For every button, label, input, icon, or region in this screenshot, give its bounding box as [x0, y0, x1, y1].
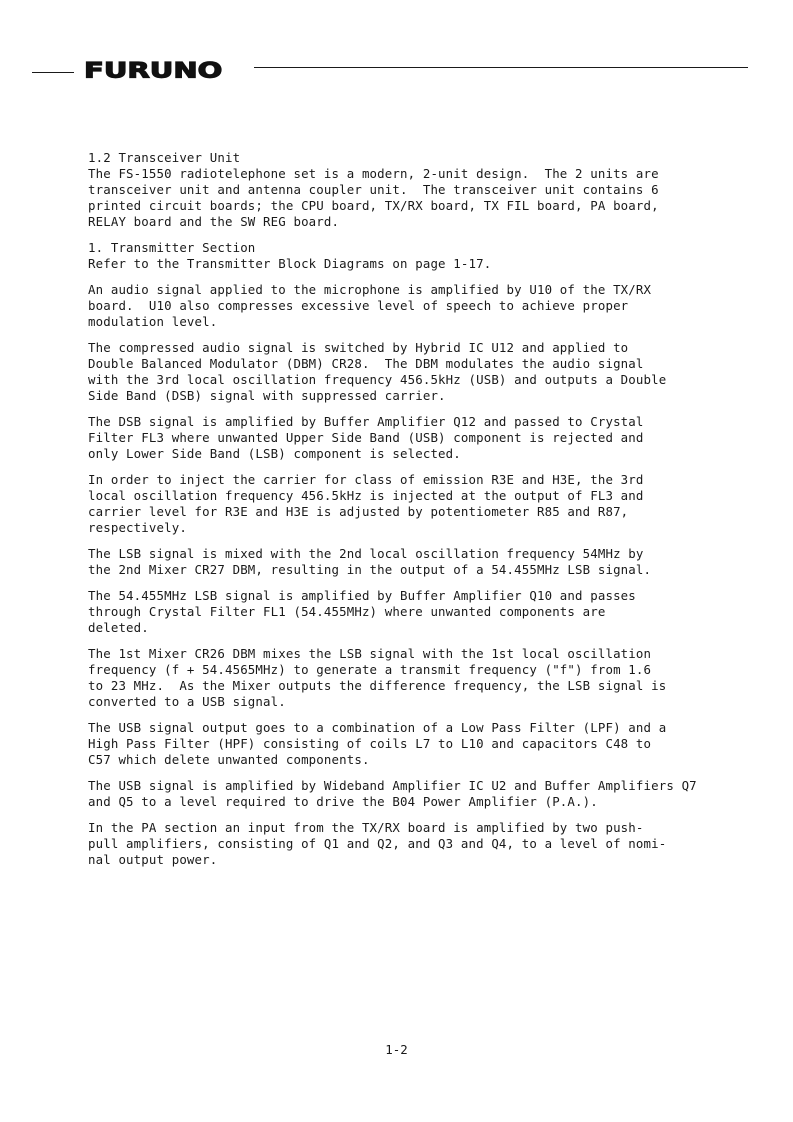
- text-line: In the PA section an input from the TX/RX board is amplified by two push-: [88, 820, 644, 835]
- text-line: The FS-1550 radiotelephone set is a modern, 2-unit design. The 2 units are: [88, 166, 659, 181]
- body-paragraph: [88, 646, 718, 710]
- body-paragraph: [88, 778, 718, 810]
- text-line: through Crystal Filter FL1 (54.455MHz) where unwanted components are: [88, 604, 606, 619]
- text-line: The 54.455MHz LSB signal is amplified by Buffer Amplifier Q10 and passes: [88, 588, 636, 603]
- text-line: Refer to the Transmitter Block Diagrams on page 1-17.: [88, 256, 492, 271]
- text-line: The USB signal output goes to a combination of a Low Pass Filter (LPF) and a: [88, 720, 667, 735]
- body-paragraph: [88, 588, 718, 636]
- text-line: the 2nd Mixer CR27 DBM, resulting in the output of a 54.455MHz LSB signal.: [88, 562, 652, 577]
- body-paragraph: [88, 414, 718, 462]
- subsection-title: 1. Transmitter Section: [88, 240, 256, 255]
- furuno-logo: FURUNO: [84, 59, 223, 84]
- text-line: The compressed audio signal is switched by Hybrid IC U12 and applied to: [88, 340, 629, 355]
- body-paragraph: [88, 820, 718, 868]
- text-line: Filter FL3 where unwanted Upper Side Band (USB) component is rejected and: [88, 430, 644, 445]
- text-line: C57 which delete unwanted components.: [88, 752, 370, 767]
- text-line: Double Balanced Modulator (DBM) CR28. The DBM modulates the audio signal: [88, 356, 644, 371]
- text-line: converted to a USB signal.: [88, 694, 286, 709]
- text-line: The USB signal is amplified by Wideband Amplifier IC U2 and Buffer Amplifiers Q7: [88, 778, 697, 793]
- text-line: board. U10 also compresses excessive level of speech to achieve proper: [88, 298, 629, 313]
- text-line: transceiver unit and antenna coupler unit. The transceiver unit contains 6: [88, 182, 659, 197]
- text-line: respectively.: [88, 520, 187, 535]
- text-line: High Pass Filter (HPF) consisting of coils L7 to L10 and capacitors C48 to: [88, 736, 652, 751]
- text-line: frequency (f + 54.4565MHz) to generate a transmit frequency ("f") from 1.6: [88, 662, 652, 677]
- text-line: with the 3rd local oscillation frequency 456.5kHz (USB) and outputs a Double: [88, 372, 667, 387]
- text-line: The 1st Mixer CR26 DBM mixes the LSB signal with the 1st local oscillation: [88, 646, 652, 661]
- body-paragraph: [88, 546, 718, 578]
- text-line: The LSB signal is mixed with the 2nd local oscillation frequency 54MHz by: [88, 546, 644, 561]
- page-header: [32, 58, 748, 84]
- text-line: An audio signal applied to the microphone is amplified by U10 of the TX/RX: [88, 282, 652, 297]
- body-paragraph: [88, 256, 718, 272]
- header-rule-left: [32, 72, 74, 73]
- text-line: nal output power.: [88, 852, 218, 867]
- text-line: to 23 MHz. As the Mixer outputs the difference frequency, the LSB signal is: [88, 678, 667, 693]
- transmitter-paragraphs: [88, 256, 718, 868]
- text-line: Side Band (DSB) signal with suppressed carrier.: [88, 388, 446, 403]
- text-line: RELAY board and the SW REG board.: [88, 214, 340, 229]
- text-line: and Q5 to a level required to drive the B04 Power Amplifier (P.A.).: [88, 794, 598, 809]
- page-number: 1-2: [385, 1042, 408, 1057]
- section-title: 1.2 Transceiver Unit: [88, 150, 241, 165]
- header-rule-right: [254, 67, 748, 68]
- text-line: modulation level.: [88, 314, 218, 329]
- body-paragraph: [88, 282, 718, 330]
- text-line: deleted.: [88, 620, 149, 635]
- text-line: only Lower Side Band (LSB) component is selected.: [88, 446, 461, 461]
- body-paragraph: [88, 720, 718, 768]
- text-line: pull amplifiers, consisting of Q1 and Q2, and Q3 and Q4, to a level of nomi-: [88, 836, 667, 851]
- body-paragraph: [88, 472, 718, 536]
- document-body: [88, 150, 718, 878]
- intro-paragraph: [88, 166, 718, 230]
- body-paragraph: [88, 340, 718, 404]
- text-line: In order to inject the carrier for class of emission R3E and H3E, the 3rd: [88, 472, 644, 487]
- text-line: printed circuit boards; the CPU board, TX/RX board, TX FIL board, PA board,: [88, 198, 659, 213]
- text-line: carrier level for R3E and H3E is adjusted by potentiometer R85 and R87,: [88, 504, 629, 519]
- text-line: The DSB signal is amplified by Buffer Amplifier Q12 and passed to Crystal: [88, 414, 644, 429]
- text-line: local oscillation frequency 456.5kHz is injected at the output of FL3 and: [88, 488, 644, 503]
